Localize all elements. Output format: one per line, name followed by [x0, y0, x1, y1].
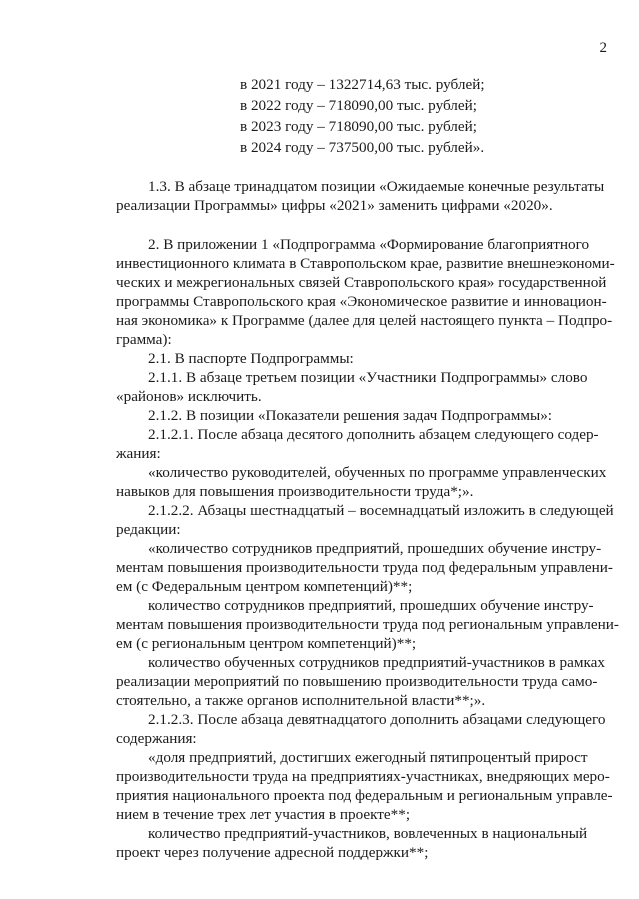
paragraph-line: стоятельно, а также органов исполнительной власти**;».: [116, 692, 486, 709]
paragraph-line: ем (с региональным центром компетенций)**;: [116, 635, 417, 652]
paragraph-line: 2.1.2.3. После абзаца девятнадцатого дополнить абзацами следующего: [148, 711, 606, 728]
paragraph-line: «количество сотрудников предприятий, прошедших обучение инстру-: [148, 540, 602, 557]
paragraph-line: 2. В приложении 1 «Подпрограмма «Формирование благоприятного: [148, 236, 590, 253]
paragraph-line: содержания:: [116, 730, 197, 747]
paragraph-line: редакции:: [116, 521, 181, 538]
paragraph-line: проект через получение адресной поддержки**;: [116, 844, 429, 861]
paragraph-line: инвестиционного климата в Ставропольском крае, развитие внешнеэкономи-: [116, 255, 615, 272]
paragraph-line: ная экономика» к Программе (далее для целей настоящего пункта – Подпро-: [116, 312, 613, 329]
paragraph-line: «количество руководителей, обученных по программе управленческих: [148, 464, 607, 481]
paragraph-line: реализации мероприятий по повышению производительности труда само-: [116, 673, 598, 690]
paragraph-line: ментам повышения производительности труда под региональным управлени-: [116, 616, 619, 633]
paragraph-line: «доля предприятий, достигших ежегодный пятипроцентый прирост: [148, 749, 588, 766]
paragraph-line: 2.1.2.1. После абзаца десятого дополнить абзацем следующего содер-: [148, 426, 599, 443]
paragraph-line: ем (с Федеральным центром компетенций)**;: [116, 578, 413, 595]
paragraph-line: количество сотрудников предприятий, прошедших обучение инстру-: [148, 597, 594, 614]
paragraph-line: грамма):: [116, 331, 172, 348]
paragraph-line: программы Ставропольского края «Экономическое развитие и инновацион-: [116, 293, 607, 310]
paragraph-line: «районов» исключить.: [116, 388, 262, 405]
paragraph-line: 2.1.1. В абзаце третьем позиции «Участники Подпрограммы» слово: [148, 369, 588, 386]
paragraph-line: количество обученных сотрудников предприятий-участников в рамках: [148, 654, 605, 671]
paragraph-line: приятия национального проекта под федеральным и региональным управле-: [116, 787, 613, 804]
paragraph-line: ментам повышения производительности труда под федеральным управлени-: [116, 559, 613, 576]
page-number: 2: [599, 40, 607, 56]
paragraph-line: количество предприятий-участников, вовлеченных в национальный: [148, 825, 588, 842]
paragraph-line: 2.1. В паспорте Подпрограммы:: [148, 350, 354, 367]
paragraph-line: производительности труда на предприятиях-участниках, внедряющих меро-: [116, 768, 610, 785]
finance-line-2021: в 2021 году – 1322714,63 тыс. рублей;: [240, 76, 485, 93]
finance-line-2022: в 2022 году – 718090,00 тыс. рублей;: [240, 97, 477, 114]
paragraph-line: ческих и межрегиональных связей Ставропольского края» государственной: [116, 274, 607, 291]
finance-line-2024: в 2024 году – 737500,00 тыс. рублей».: [240, 139, 485, 156]
paragraph-line: 2.1.2.2. Абзацы шестнадцатый – восемнадцатый изложить в следующей: [148, 502, 614, 519]
paragraph-line: реализации Программы» цифры «2021» заменить цифрами «2020».: [116, 197, 553, 214]
paragraph-line: 1.3. В абзаце тринадцатом позиции «Ожидаемые конечные результаты: [148, 178, 605, 195]
paragraph-line: нием в течение трех лет участия в проекте**;: [116, 806, 411, 823]
paragraph-line: навыков для повышения производительности труда*;».: [116, 483, 474, 500]
paragraph-line: 2.1.2. В позиции «Показатели решения задач Подпрограммы»:: [148, 407, 553, 424]
paragraph-line: жания:: [116, 445, 161, 462]
finance-line-2023: в 2023 году – 718090,00 тыс. рублей;: [240, 118, 477, 135]
